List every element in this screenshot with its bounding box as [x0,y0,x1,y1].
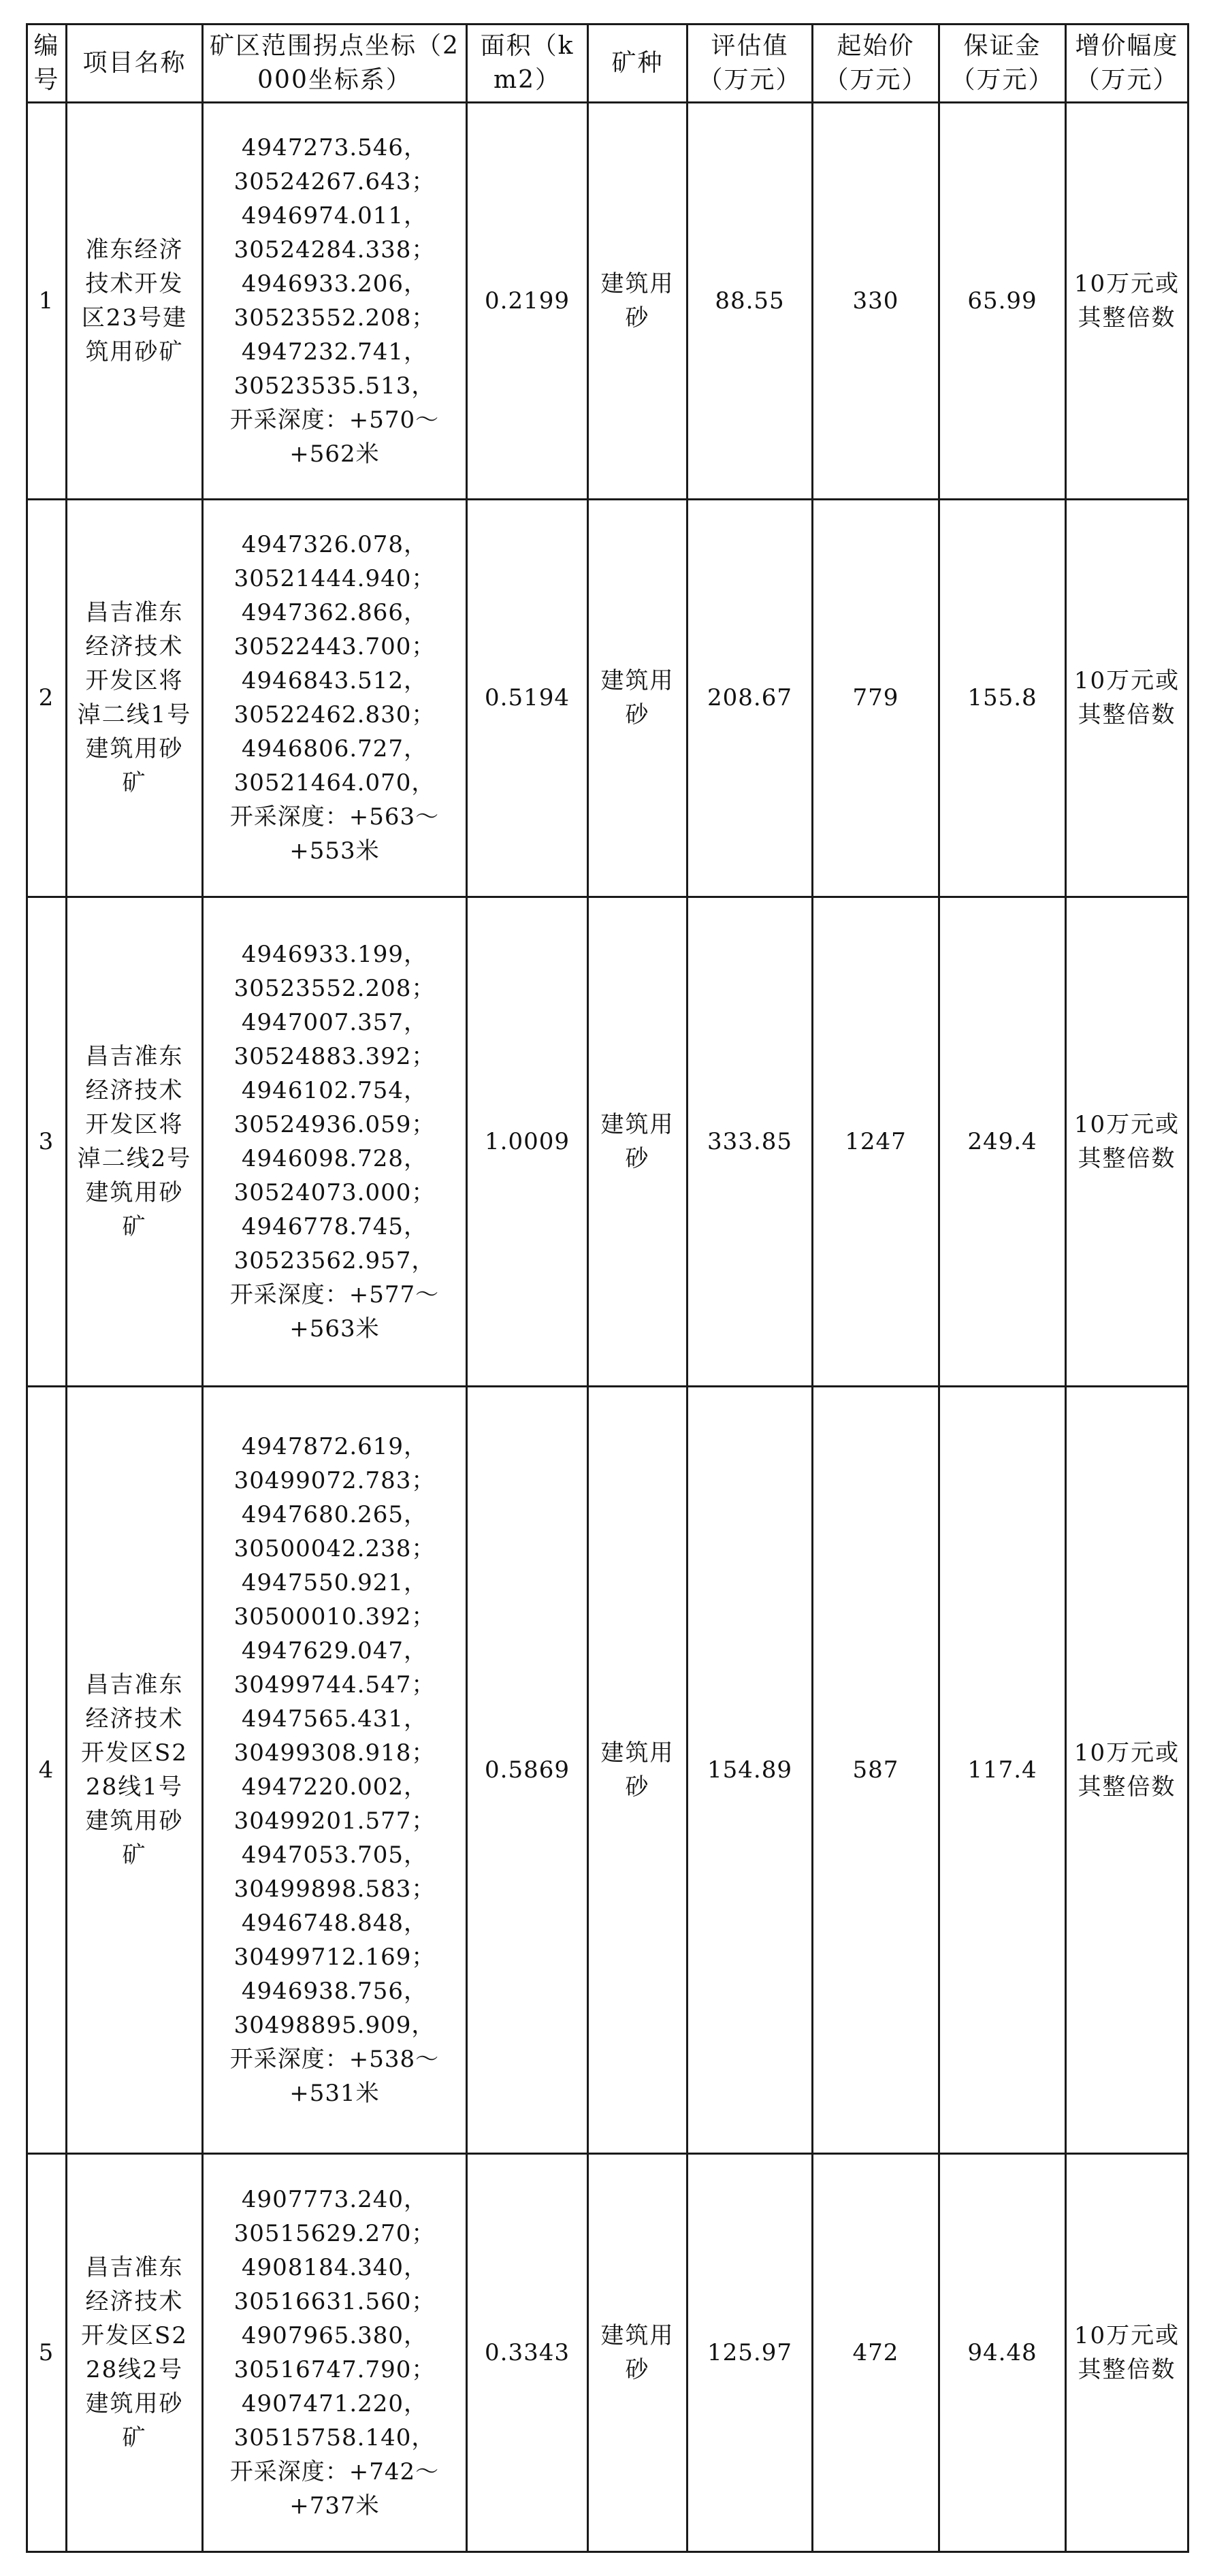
cell-increment: 10万元或其整倍数 [1066,1387,1188,2154]
cell-valuation: 333.85 [688,897,813,1387]
coordinate-line: 4907773.240， [241,2185,428,2213]
coordinate-line: 4946933.206， [241,270,428,298]
coordinate-line: 30499072.783； [233,1466,436,1494]
coordinate-line: 开采深度：+563～ [229,803,440,831]
cell-area: 0.3343 [467,2153,588,2551]
header-increment: 增价幅度（万元） [1066,25,1188,103]
table-row [27,103,1188,500]
cell-start-price: 472 [813,2153,939,2551]
coordinate-line: 4947629.047， [241,1637,428,1664]
cell-area: 0.5194 [467,500,588,897]
coordinate-line: 4946098.728， [241,1144,428,1172]
cell-mineral: 建筑用砂 [588,103,688,500]
coordinate-line: 30524284.338； [233,236,436,264]
header-area: 面积（km2） [467,25,588,103]
coordinate-line: 30524936.059； [233,1110,436,1138]
cell-increment: 10万元或其整倍数 [1066,500,1188,897]
coordinate-line: 30515629.270； [233,2219,436,2247]
coordinate-line: 30524267.643； [233,168,436,196]
coordinate-line: 30523535.513， [233,372,436,400]
cell-mineral: 建筑用砂 [588,2153,688,2551]
cell-no: 4 [27,1387,67,2154]
cell-increment: 10万元或其整倍数 [1066,897,1188,1387]
coordinate-line: 4907965.380， [241,2321,428,2349]
cell-coordinates [203,1387,467,2154]
cell-mineral: 建筑用砂 [588,1387,688,2154]
coordinate-line: 30522462.830； [233,701,436,729]
cell-area: 1.0009 [467,897,588,1387]
coordinate-line: 4947362.866， [241,599,428,627]
cell-deposit: 155.8 [939,500,1066,897]
coordinate-line: 4947565.431， [241,1705,428,1733]
coordinate-line: 4946933.199， [241,940,428,968]
cell-start-price: 1247 [813,897,939,1387]
coordinate-line: +531米 [289,2079,380,2107]
coordinate-line: 30499712.169； [233,1943,436,1971]
cell-coordinates [203,2153,467,2551]
cell-valuation: 154.89 [688,1387,813,2154]
coordinate-line: 30521464.070， [233,769,436,797]
coordinate-line: 30522443.700； [233,633,436,661]
coordinate-line: 4946974.011， [241,202,428,230]
cell-project-name: 昌吉准东经济技术开发区S228线1号建筑用砂矿 [67,1387,203,2154]
cell-deposit: 117.4 [939,1387,1066,2154]
coordinate-line: 30524073.000； [233,1178,436,1206]
cell-no: 3 [27,897,67,1387]
table-row [27,897,1188,1387]
coordinate-line: 30499744.547； [233,1671,436,1698]
header-valuation: 评估值（万元） [688,25,813,103]
coordinate-line: 4908184.340， [241,2253,428,2281]
coordinate-line: 30499201.577； [233,1807,436,1835]
cell-coordinates [203,500,467,897]
table-row [27,1387,1188,2154]
coordinate-line: 30521444.940； [233,565,436,593]
table-row [27,2153,1188,2551]
cell-no: 1 [27,103,67,500]
header-name: 项目名称 [67,25,203,103]
coordinate-line: 4947680.265， [241,1500,428,1528]
cell-start-price: 330 [813,103,939,500]
cell-project-name: 准东经济技术开发区23号建筑用砂矿 [67,103,203,500]
cell-area: 0.5869 [467,1387,588,2154]
cell-coordinates [203,103,467,500]
cell-project-name: 昌吉准东经济技术开发区S228线2号建筑用砂矿 [67,2153,203,2551]
cell-increment: 10万元或其整倍数 [1066,103,1188,500]
cell-deposit: 94.48 [939,2153,1066,2551]
coordinate-line: 30498895.909， [233,2011,436,2039]
coordinate-line: 4946778.745， [241,1212,428,1240]
cell-valuation: 88.55 [688,103,813,500]
coordinate-line: 4946806.727， [241,735,428,763]
cell-project-name: 昌吉准东经济技术开发区将淖二线2号建筑用砂矿 [67,897,203,1387]
coordinate-line: +737米 [289,2492,380,2519]
coordinate-line: 30523552.208； [233,304,436,332]
cell-mineral: 建筑用砂 [588,897,688,1387]
coordinate-line: 30516747.790； [233,2355,436,2383]
coordinate-line: 开采深度：+538～ [229,2045,440,2073]
cell-start-price: 779 [813,500,939,897]
coordinate-line: 4947007.357， [241,1008,428,1036]
coordinate-line: 4947550.921， [241,1568,428,1596]
coordinate-line: 30500042.238； [233,1534,436,1562]
coordinate-line: 4946748.848， [241,1909,428,1937]
coordinate-line: 30524883.392； [233,1042,436,1070]
coordinate-line: 4946102.754， [241,1076,428,1104]
coordinate-line: 开采深度：+570～ [229,406,440,434]
coordinate-line: 4947273.546， [241,134,428,162]
cell-valuation: 208.67 [688,500,813,897]
cell-coordinates [203,897,467,1387]
coordinate-line: 开采深度：+577～ [229,1281,440,1308]
coordinate-line: 4907471.220， [241,2389,428,2417]
coordinate-line: 4947053.705， [241,1841,428,1869]
coordinate-line: 30523562.957， [233,1246,436,1274]
coordinate-line: 30499898.583； [233,1875,436,1903]
coordinate-line: +553米 [289,837,380,865]
coordinate-line: 30523552.208； [233,974,436,1002]
cell-no: 5 [27,2153,67,2551]
header-mineral: 矿种 [588,25,688,103]
coordinate-line: 开采深度：+742～ [229,2458,440,2485]
coordinate-line: 4947872.619， [241,1432,428,1460]
cell-no: 2 [27,500,67,897]
cell-project-name: 昌吉准东经济技术开发区将淖二线1号建筑用砂矿 [67,500,203,897]
header-no: 编号 [27,25,67,103]
cell-deposit: 65.99 [939,103,1066,500]
coordinate-line: 30515758.140， [233,2424,436,2451]
mining-rights-table [26,23,1189,2553]
header-deposit: 保证金（万元） [939,25,1066,103]
table-row [27,500,1188,897]
coordinate-line: 4947220.002， [241,1773,428,1801]
coordinate-line: 4947232.741， [241,338,428,366]
coordinate-line: 4946843.512， [241,667,428,695]
coordinate-line: +562米 [289,440,380,468]
coordinate-line: 30499308.918； [233,1739,436,1767]
coordinate-line: 30500010.392； [233,1603,436,1630]
cell-valuation: 125.97 [688,2153,813,2551]
coordinate-line: 30516631.560； [233,2287,436,2315]
cell-mineral: 建筑用砂 [588,500,688,897]
cell-start-price: 587 [813,1387,939,2154]
header-start-price: 起始价（万元） [813,25,939,103]
coordinate-line: +563米 [289,1315,380,1342]
coordinate-line: 4947326.078， [241,531,428,559]
cell-area: 0.2199 [467,103,588,500]
header-row [27,25,1188,103]
cell-deposit: 249.4 [939,897,1066,1387]
cell-increment: 10万元或其整倍数 [1066,2153,1188,2551]
coordinate-line: 4946938.756， [241,1977,428,2005]
header-coords: 矿区范围拐点坐标（2000坐标系） [203,25,467,103]
